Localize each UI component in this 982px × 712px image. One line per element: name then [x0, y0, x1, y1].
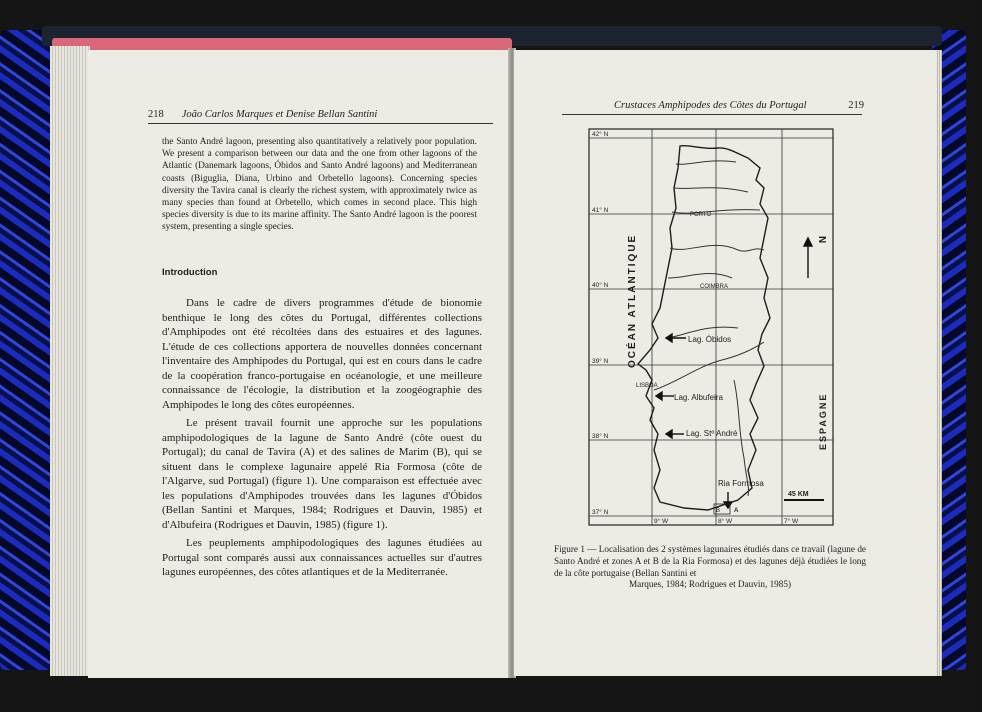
lagoon-label: Lag. Óbidos [688, 335, 732, 344]
running-head-right [614, 100, 864, 111]
place-label: PORTO [690, 212, 712, 218]
lat-label: 41° N [592, 207, 609, 214]
lagoon-label: Lag. Albufeira [674, 393, 723, 402]
caption-line: Marques, 1984; Rodrigues et Dauvin, 1985) [628, 579, 792, 590]
lon-label: 7° W [784, 518, 799, 525]
page-number-right: 219 [848, 100, 864, 111]
place-label: COIMBRA [700, 284, 729, 290]
running-head-title: Crustaces Amphipodes des Côtes du Portugal [614, 100, 807, 111]
figure-map [588, 128, 838, 528]
ocean-label: OCÉAN ATLANTIQUE [627, 233, 638, 368]
lat-label: 42° N [592, 131, 609, 138]
lat-label: 39° N [592, 358, 609, 365]
page-stack-left [50, 46, 90, 676]
lon-label: 8° W [718, 518, 733, 525]
lat-label: 37° N [592, 509, 609, 516]
running-head-authors: João Carlos Marques et Denise Bellan Santini [181, 109, 378, 120]
right-page [514, 50, 936, 676]
left-page [88, 50, 512, 678]
body-text [162, 296, 482, 580]
paragraph: Dans le cadre de divers programmes d'étude de bionomie benthique le long des côtes du Portugal, différentes collections d'Amphipodes ont été récoltées dans des estuaires et des lagunes. L'étude de ces collections apportera de nouvelles données concernant l'inventaire des Amphipodes du Portugal, qui est en cours dans le cadre de la coopération franco-portugaise en océanologie, et une meilleure connaissance de l'écologie, la distribution et la zoogéographie des Amphipodes le long des côtes européennes. [162, 297, 482, 411]
lat-label: 38° N [592, 433, 609, 440]
zone-label: B [716, 508, 721, 514]
page-edge-red [52, 38, 512, 50]
caption-line: Figure 1 — Localisation des 2 systèmes lagunaires étudiés dans ce travail (lagune de Santo André et zones A et B de la Ria Formosa) et des lagunes déjà étudiées le long de la côte portugaise (Bellan Santini et [554, 544, 866, 578]
paragraph: Le présent travail fournit une approche sur les populations amphipodologiques de la lagune de Santo André (côte ouest du Portugal); du canal de Tavira (A) et des salines de Marim (B), qui se situent dans le complexe lagunaire appelé Ria Formosa (côte de l'Algarve, sud Portugal) (figure 1). Une comparaison est effectuée avec les populations d'Amphipodes trouvées dans les lagunes d'Óbidos (Bellan Santini et Marques, 1984; Rodrigues et Dauvin, 1985) et d'Albufeira (Rodrigues et Dauvin, 1985) (figure 1). [162, 417, 482, 531]
running-head-left [148, 109, 488, 120]
portugal-map [588, 128, 838, 528]
place-label: LISBOA [636, 383, 658, 389]
lat-label: 40° N [592, 282, 609, 289]
zone-label: A [734, 508, 739, 514]
head-rule-right [562, 114, 862, 115]
lagoon-label: Lag. Stº André [686, 429, 738, 438]
head-rule-left [148, 123, 493, 124]
country-label: ESPAGNE [818, 392, 828, 450]
page-number-left: 218 [148, 109, 164, 120]
section-title: Introduction [162, 267, 218, 278]
figure-caption [554, 544, 866, 591]
north-label: N [816, 236, 827, 244]
lagoon-label: Ria Formosa [718, 479, 764, 488]
paragraph: Les peuplements amphipodologiques des lagunes étudiées au Portugal sont comparés aussi aux connaissances actuelles sur d'autres lagunes européennes, des côtes atlantiques et de la Mediterranée. [162, 537, 482, 578]
lon-label: 9° W [654, 518, 669, 525]
scale-label: 45 KM [788, 491, 809, 498]
abstract-text: the Santo André lagoon, presenting also quantitatively a relatively poor population. We present a comparison between our data and the one from other lagoons of the Atlantic (Danemark lagoons, Óbidos and Santo André lagoons) and Mediterranean coasts (Biguglia, Diana, Urbino and Orbetello lagoons). Concerning species diversity the Tavira canal is clearly the richest system, with approximately twice as many species than found at Orbetello, which comes in second place. This high species diversity is due to its marine affinity. The Santo André lagoon is the poorest system, presenting a single species. [162, 137, 477, 233]
